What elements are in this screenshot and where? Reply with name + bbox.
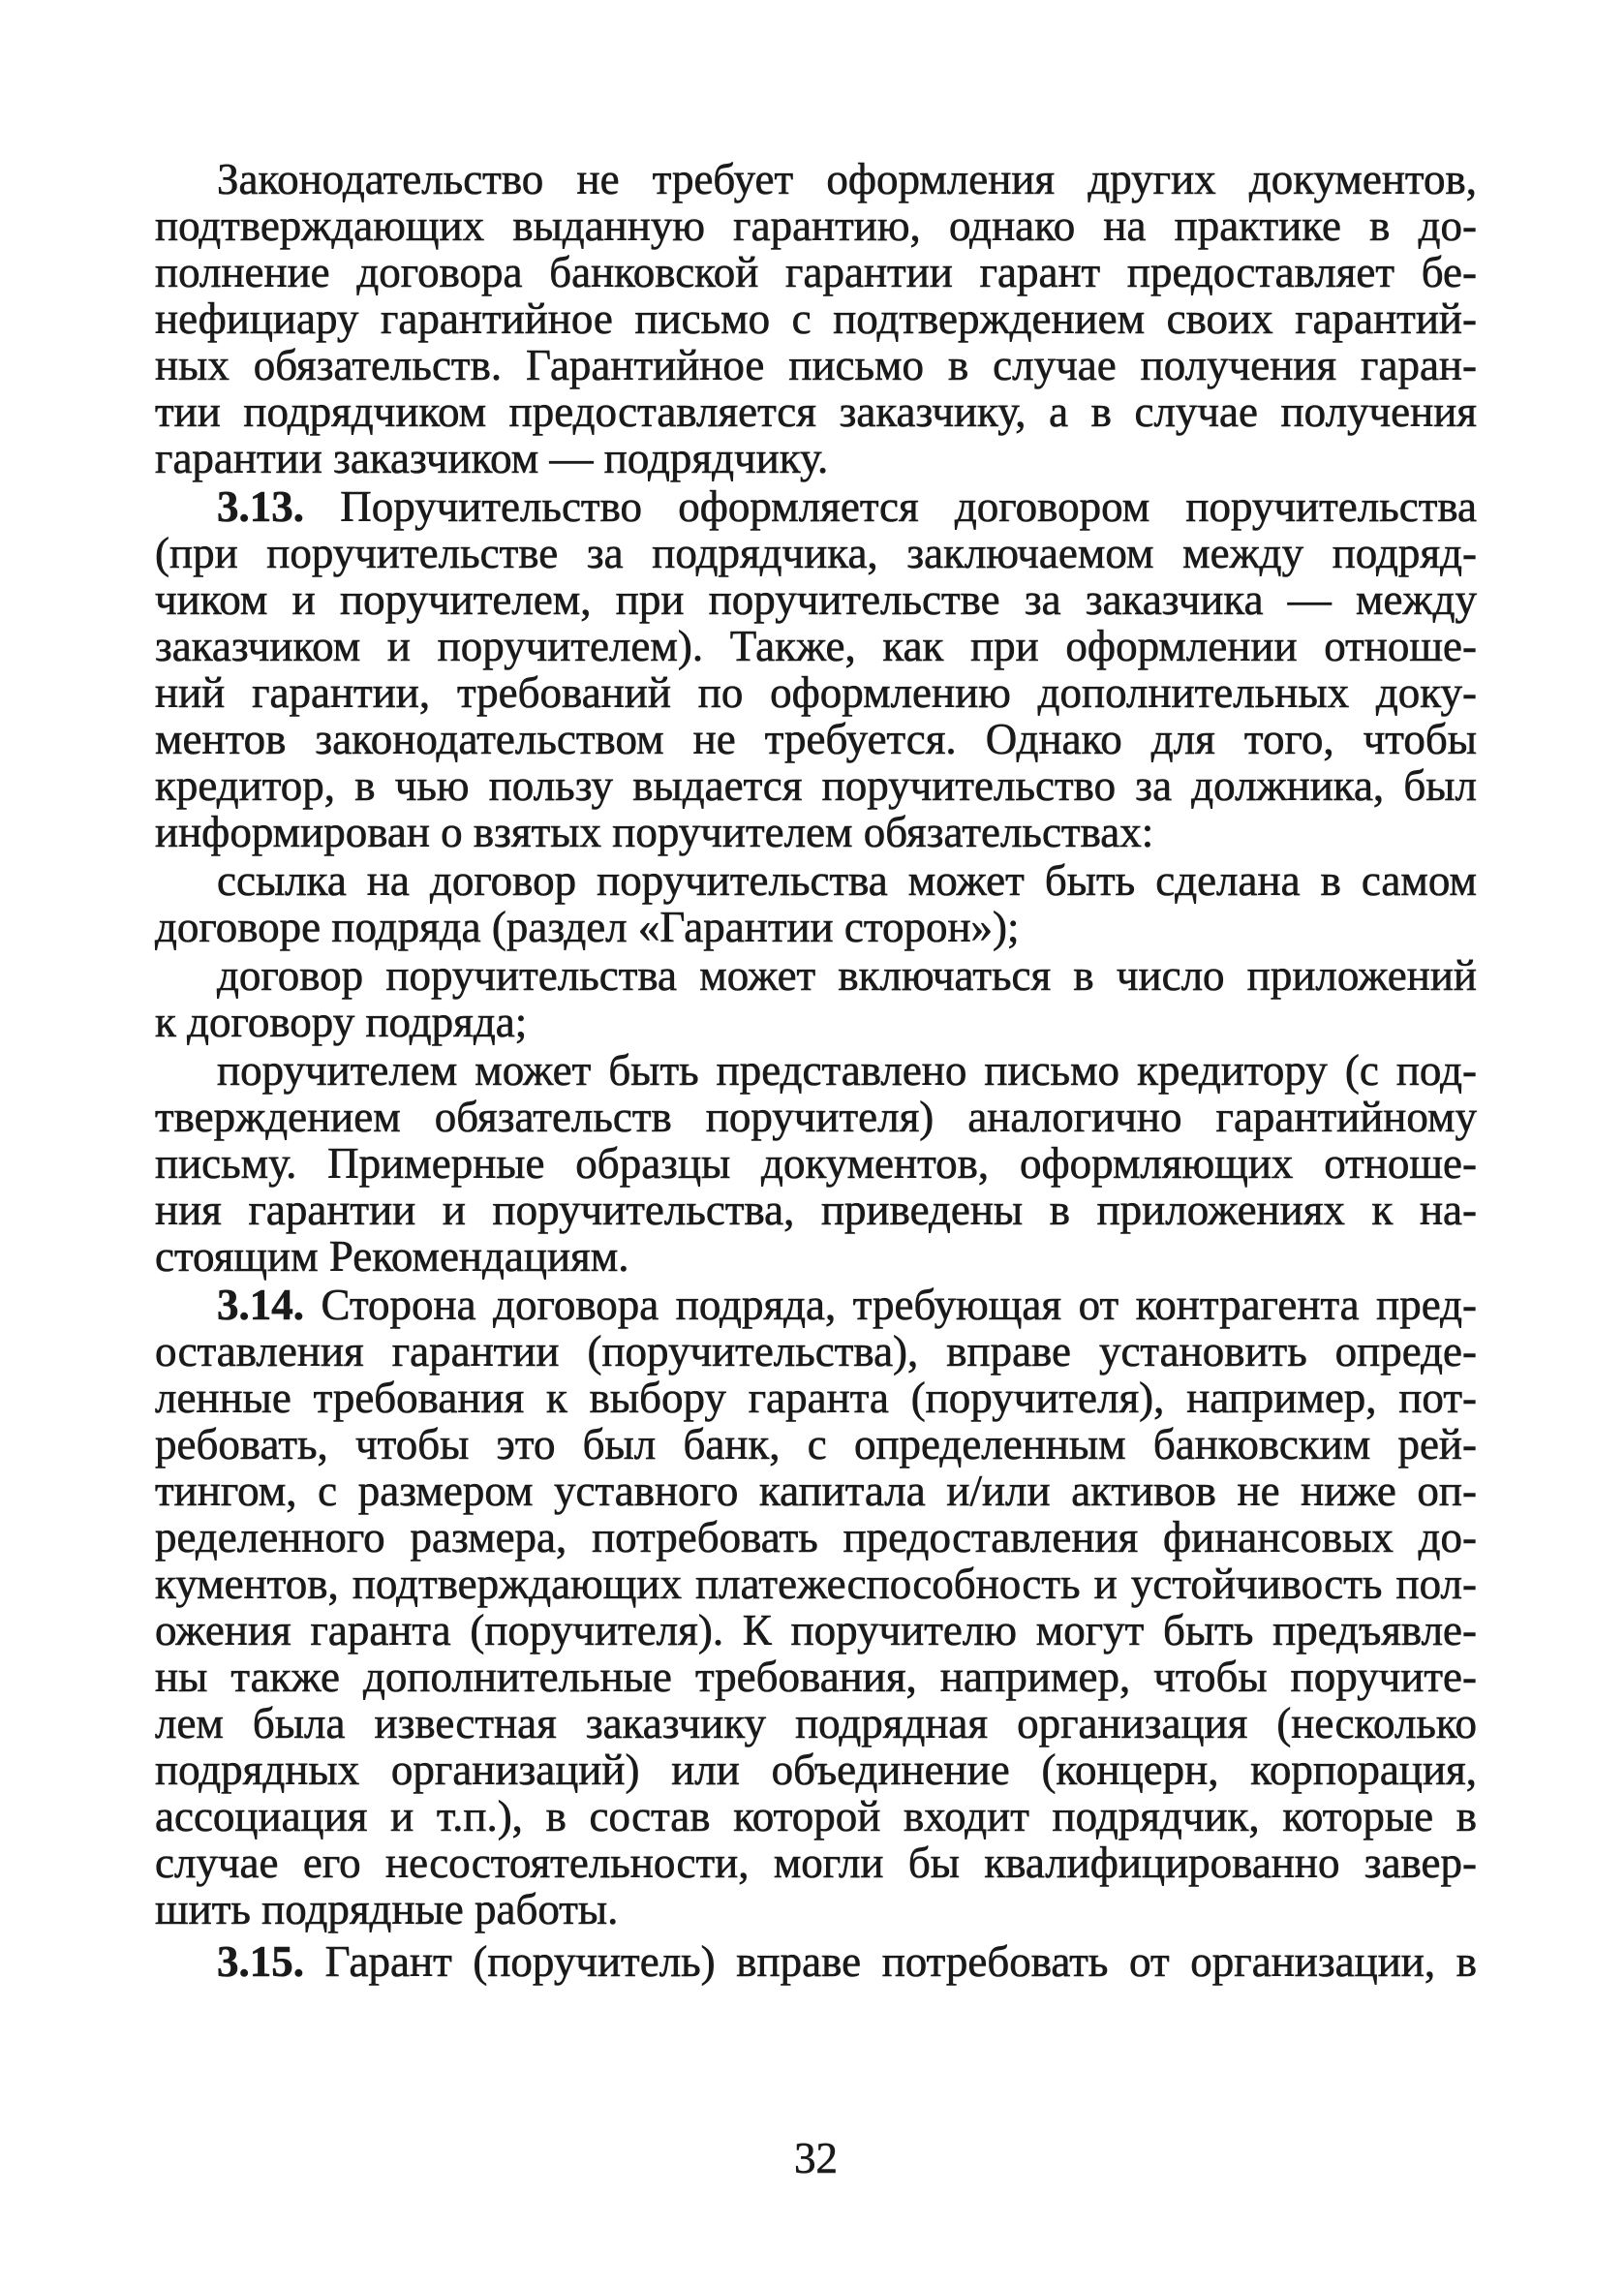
- text-line: тверждением обязательств поручителя) аналогично гарантийному: [155, 1093, 1477, 1141]
- text-line: Законодательство не требует оформления других документов,: [217, 155, 1477, 203]
- text-line: оставления гарантии (поручительства), вправе установить опреде-: [155, 1327, 1477, 1376]
- text-line: к договору подряда;: [155, 998, 528, 1046]
- text-line: ределенного размера, потребовать предоставления финансовых до-: [155, 1513, 1477, 1561]
- text-line: стоящим Рекомендациям.: [155, 1232, 629, 1281]
- text-line: нефициару гарантийное письмо с подтверждением своих гарантий-: [155, 294, 1477, 343]
- list-item-line: поручителем может быть представлено письмо кредитору (с под-: [217, 1046, 1477, 1095]
- text-line: ожения гаранта (поручителя). К поручителю могут быть предъявле-: [155, 1606, 1477, 1654]
- text-line: полнение договора банковской гарантии гарант предоставляет бе-: [155, 248, 1477, 296]
- section-number: 3.14.: [217, 1281, 304, 1329]
- text-line: договоре подряда (раздел «Гарантии сторон»);: [155, 903, 1020, 951]
- text-line: подрядных организаций) или объединение (концерн, корпорация,: [155, 1746, 1477, 1794]
- section-number: 3.15.: [217, 1937, 304, 1986]
- section-3-14-first-line: [217, 1281, 1477, 1329]
- list-item-line: ссылка на договор поручительства может быть сделана в самом: [217, 856, 1477, 905]
- text-line: Сторона договора подряда, требующая от контрагента пред-: [321, 1281, 1478, 1329]
- text-line: гарантии заказчиком — подрядчику.: [155, 434, 829, 482]
- section-3-13-first-line: [217, 482, 1477, 531]
- text-line: Поручительство оформляется договором поручительства: [340, 482, 1477, 531]
- text-line: ний гарантии, требований по оформлению дополнительных доку-: [155, 668, 1477, 717]
- section-3-15-first-line: [217, 1937, 1477, 1986]
- text-line: кредитор, в чью пользу выдается поручительство за должника, был: [155, 761, 1477, 810]
- text-line: информирован о взятых поручителем обязательствах:: [155, 808, 1154, 856]
- text-line: ных обязательств. Гарантийное письмо в случае получения гаран-: [155, 341, 1477, 389]
- section-number: 3.13.: [217, 482, 304, 531]
- text-line: Гарант (поручитель) вправе потребовать от организации, в: [324, 1937, 1477, 1986]
- text-line: ментов законодательством не требуется. Однако для того, чтобы: [155, 715, 1477, 763]
- text-line: ны также дополнительные требования, например, чтобы поручите-: [155, 1653, 1477, 1701]
- text-line: ния гарантии и поручительства, приведены в приложениях к на-: [155, 1186, 1477, 1234]
- text-line: кументов, подтверждающих платежеспособность и устойчивость пол-: [155, 1560, 1477, 1608]
- text-line: подтверждающих выданную гарантию, однако на практике в до-: [155, 201, 1477, 250]
- text-line: чиком и поручителем, при поручительстве за заказчика — между: [155, 575, 1477, 624]
- text-line: случае его несостоятельности, могли бы квалифицированно завер-: [155, 1839, 1477, 1887]
- text-line: ассоциация и т.п.), в состав которой входит подрядчик, которые в: [155, 1792, 1477, 1840]
- text-line: тии подрядчиком предоставляется заказчику, а в случае получения: [155, 387, 1477, 436]
- text-line: (при поручительстве за подрядчика, заключаемом между подряд-: [155, 529, 1477, 577]
- document-page: [155, 155, 1477, 2238]
- text-line: тингом, с размером уставного капитала и/или активов не ниже оп-: [155, 1467, 1477, 1515]
- text-line: лем была известная заказчику подрядная организация (несколько: [155, 1699, 1477, 1747]
- text-line: заказчиком и поручителем). Также, как при оформлении отноше-: [155, 622, 1477, 670]
- list-item-line: договор поручительства может включаться в число приложений: [217, 951, 1477, 1000]
- text-line: письму. Примерные образцы документов, оформляющих отноше-: [155, 1139, 1477, 1188]
- page-number: 32: [794, 2134, 838, 2182]
- text-line: ребовать, чтобы это был банк, с определенным банковским рей-: [155, 1420, 1477, 1469]
- text-line: ленные требования к выбору гаранта (поручителя), например, пот-: [155, 1374, 1477, 1422]
- text-line: шить подрядные работы.: [155, 1885, 619, 1933]
